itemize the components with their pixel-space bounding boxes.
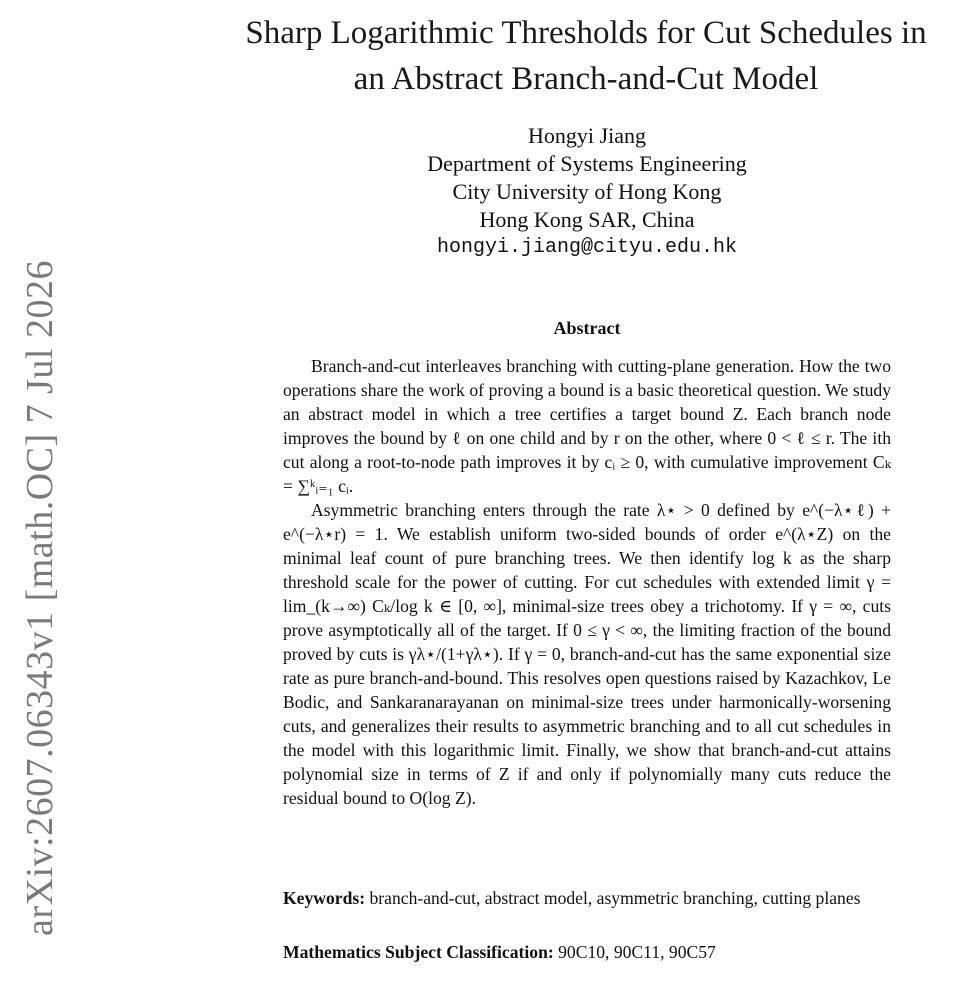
arxiv-identifier-stamp: arXiv:2607.06343v1 [math.OC] 7 Jul 2026 xyxy=(19,259,61,937)
paper-title xyxy=(225,10,947,102)
author-department: Department of Systems Engineering xyxy=(427,151,747,176)
author-location: Hong Kong SAR, China xyxy=(479,207,695,232)
author-name: Hongyi Jiang xyxy=(528,123,646,148)
msc-label: Mathematics Subject Classification: xyxy=(283,942,554,962)
author-university: City University of Hong Kong xyxy=(452,179,722,204)
abstract-heading: Abstract xyxy=(553,318,621,338)
author-block xyxy=(300,122,874,262)
abstract-paragraph-1: Branch-and-cut interleaves branching with cutting-plane generation. How the two operations share the work of proving a bound is a basic theoretical question. We study an abstract model in which a tree certifies a target bound Z. Each branch node improves the bound by ℓ on one child and by r on the other, where 0 < ℓ ≤ r. The ith cut along a root-to-node path improves it by cᵢ ≥ 0, with cumulative improvement Cₖ = ∑ᵏᵢ₌₁ cᵢ. xyxy=(283,356,891,496)
title-line-1: Sharp Logarithmic Thresholds for Cut Schedules in xyxy=(245,15,927,51)
abstract-body xyxy=(283,354,891,810)
subject-classification xyxy=(283,940,891,964)
keywords xyxy=(283,886,891,910)
author-email[interactable]: hongyi.jiang@cityu.edu.hk xyxy=(436,236,738,259)
msc-text: 90C10, 90C11, 90C57 xyxy=(558,942,716,962)
abstract-paragraph-2: Asymmetric branching enters through the rate λ⋆ > 0 defined by e^(−λ⋆ℓ) + e^(−λ⋆r) = 1. We establish uniform two-sided bounds of order e^(λ⋆Z) on the minimal leaf count of pure branching trees. We then identify log k as the sharp threshold scale for the power of cutting. For cut schedules with extended limit γ = lim_(k→∞) Cₖ/log k ∈ [0, ∞], minimal-size trees obey a trichotomy. If γ = ∞, cuts prove asymptotically all of the target. If 0 ≤ γ < ∞, the limiting fraction of the bound proved by cuts is γλ⋆/(1+γλ⋆). If γ = 0, branch-and-cut has the same exponential size rate as pure branch-and-bound. This resolves open questions raised by Kazachkov, Le Bodic, and Sankaranarayanan on minimal-size trees under harmonically-worsening cuts, and generalizes their results to asymmetric branching and to all cut schedules in the model with this logarithmic limit. Finally, we show that branch-and-cut attains polynomial size in terms of Z if and only if polynomially many cuts reduce the residual bound to O(log Z). xyxy=(283,500,891,808)
title-line-2: an Abstract Branch-and-Cut Model xyxy=(353,61,819,97)
keywords-text: branch-and-cut, abstract model, asymmetric branching, cutting planes xyxy=(369,888,861,908)
keywords-label: Keywords: xyxy=(283,888,366,908)
